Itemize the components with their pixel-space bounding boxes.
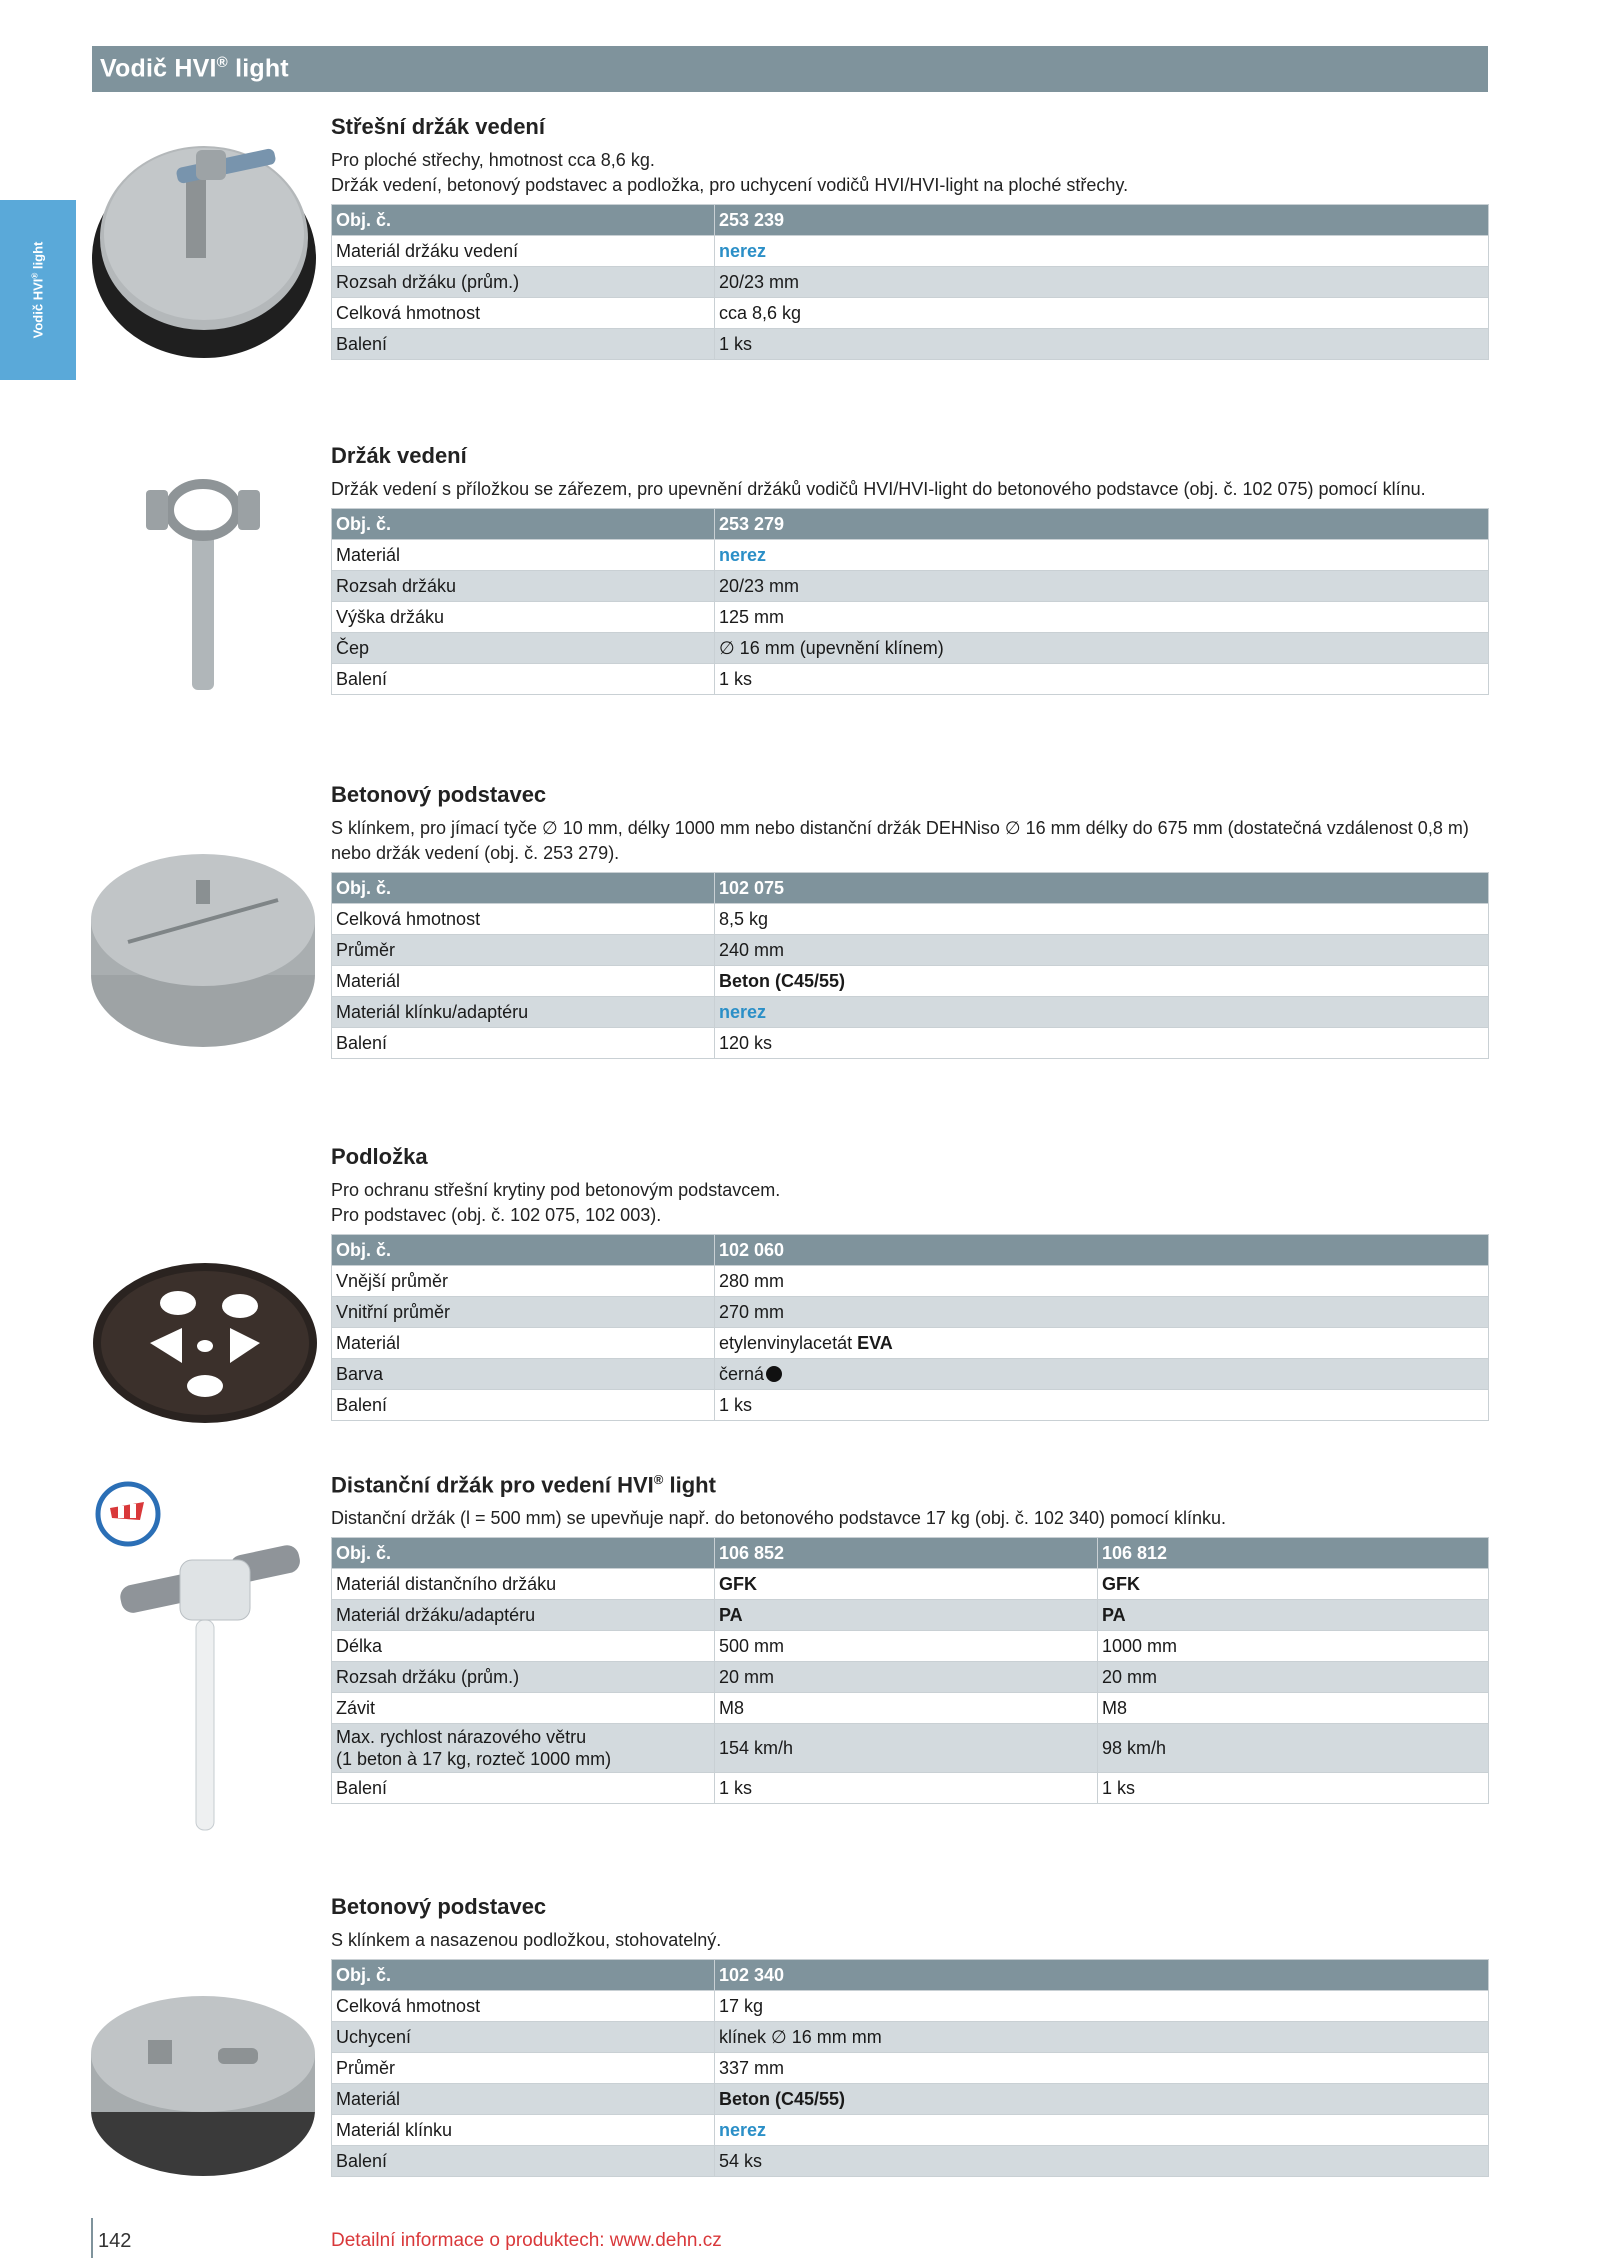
table-cell: 106 852 <box>715 1538 1098 1569</box>
table-row <box>332 1693 1489 1724</box>
footer-divider <box>91 2218 93 2258</box>
table-cell: 253 239 <box>715 205 1489 236</box>
table-cell: Vnější průměr <box>332 1266 715 1297</box>
table-row <box>332 1028 1489 1059</box>
table-cell: PA <box>1098 1600 1489 1631</box>
table-row <box>332 2115 1489 2146</box>
table-cell: Balení <box>332 1028 715 1059</box>
wind-sock-icon <box>88 1478 168 1548</box>
table-row <box>332 2084 1489 2115</box>
table-cell: Balení <box>332 2146 715 2177</box>
table-cell: Obj. č. <box>332 1538 715 1569</box>
section-title: Distanční držák pro vedení HVI® light <box>331 1472 716 1498</box>
spec-table <box>331 204 1489 360</box>
pad-image <box>90 1258 320 1428</box>
table-cell: 120 ks <box>715 1028 1489 1059</box>
section-desc: Pro ploché střechy, hmotnost cca 8,6 kg. Držák vedení, betonový podstavec a podložka, pro uchycení vodičů HVI/HVI-light na ploché střechy. <box>331 150 1129 195</box>
table-row <box>332 1631 1489 1662</box>
table-row <box>332 633 1489 664</box>
side-tab[interactable] <box>0 200 76 380</box>
table-cell: Max. rychlost nárazového větru (1 beton à 17 kg, rozteč 1000 mm) <box>332 1724 715 1773</box>
table-cell: Materiál <box>332 540 715 571</box>
table-row <box>332 966 1489 997</box>
table-row <box>332 1297 1489 1328</box>
table-cell: Beton (C45/55) <box>715 966 1489 997</box>
stackable-base-image <box>88 1990 318 2180</box>
table-cell: 102 060 <box>715 1235 1489 1266</box>
table-cell: Materiál <box>332 966 715 997</box>
table-row <box>332 1328 1489 1359</box>
table-cell: Obj. č. <box>332 1960 715 1991</box>
table-cell: GFK <box>1098 1569 1489 1600</box>
table-row <box>332 1569 1489 1600</box>
distance-holder-image <box>110 1540 310 1840</box>
table-cell: 1000 mm <box>1098 1631 1489 1662</box>
table-cell: Vnitřní průměr <box>332 1297 715 1328</box>
table-row <box>332 509 1489 540</box>
table-cell: Balení <box>332 329 715 360</box>
table-row <box>332 1773 1489 1804</box>
table-cell: 500 mm <box>715 1631 1098 1662</box>
table-cell: 98 km/h <box>1098 1724 1489 1773</box>
table-row <box>332 1600 1489 1631</box>
table-cell: černá <box>715 1359 1489 1390</box>
table-cell: 1 ks <box>715 329 1489 360</box>
table-row <box>332 1266 1489 1297</box>
section-title: Držák vedení <box>331 443 467 468</box>
section-distance-holder <box>331 1472 1489 1804</box>
table-cell: Balení <box>332 1390 715 1421</box>
table-cell: Celková hmotnost <box>332 298 715 329</box>
header-bar <box>92 46 1488 92</box>
table-cell: Materiál distančního držáku <box>332 1569 715 1600</box>
table-row <box>332 540 1489 571</box>
table-cell: 240 mm <box>715 935 1489 966</box>
roof-holder-image <box>86 128 322 364</box>
section-title: Střešní držák vedení <box>331 114 545 139</box>
black-dot-icon <box>766 1366 782 1382</box>
spec-table <box>331 872 1489 1059</box>
table-cell: Výška držáku <box>332 602 715 633</box>
table-cell: Balení <box>332 664 715 695</box>
table-cell: nerez <box>715 997 1489 1028</box>
table-cell: nerez <box>715 236 1489 267</box>
table-cell: nerez <box>715 2115 1489 2146</box>
table-cell: Barva <box>332 1359 715 1390</box>
table-cell: 280 mm <box>715 1266 1489 1297</box>
table-cell: Materiál klínku/adaptéru <box>332 997 715 1028</box>
table-cell: Průměr <box>332 2053 715 2084</box>
table-cell: Průměr <box>332 935 715 966</box>
table-row <box>332 664 1489 695</box>
table-row <box>332 1235 1489 1266</box>
table-cell: 253 279 <box>715 509 1489 540</box>
table-row <box>332 1390 1489 1421</box>
table-cell: Uchycení <box>332 2022 715 2053</box>
table-cell: M8 <box>1098 1693 1489 1724</box>
table-row <box>332 267 1489 298</box>
table-cell: GFK <box>715 1569 1098 1600</box>
spec-table <box>331 1234 1489 1421</box>
spec-table <box>331 1959 1489 2177</box>
table-cell: Délka <box>332 1631 715 1662</box>
table-cell: Obj. č. <box>332 1235 715 1266</box>
table-cell: Celková hmotnost <box>332 904 715 935</box>
table-cell: Obj. č. <box>332 509 715 540</box>
table-cell: Materiál držáku vedení <box>332 236 715 267</box>
table-row <box>332 205 1489 236</box>
section-desc: S klínkem a nasazenou podložkou, stohovatelný. <box>331 1930 722 1950</box>
table-cell: Beton (C45/55) <box>715 2084 1489 2115</box>
table-cell: 1 ks <box>715 664 1489 695</box>
footer-link[interactable]: Detailní informace o produktech: www.dehn.cz <box>331 2230 722 2251</box>
section-title: Betonový podstavec <box>331 782 547 807</box>
table-cell: nerez <box>715 540 1489 571</box>
section-concrete-base <box>331 782 1489 1059</box>
table-cell: Balení <box>332 1773 715 1804</box>
line-holder-image <box>140 470 270 700</box>
table-row <box>332 2022 1489 2053</box>
section-title: Betonový podstavec <box>331 1894 547 1919</box>
table-cell: 1 ks <box>1098 1773 1489 1804</box>
table-cell: M8 <box>715 1693 1098 1724</box>
table-cell: 1 ks <box>715 1773 1098 1804</box>
table-cell: Celková hmotnost <box>332 1991 715 2022</box>
page-number: 142 <box>98 2230 132 2252</box>
table-cell: Materiál klínku <box>332 2115 715 2146</box>
table-row <box>332 904 1489 935</box>
table-row <box>332 236 1489 267</box>
table-row <box>332 1359 1489 1390</box>
table-cell: 106 812 <box>1098 1538 1489 1569</box>
table-cell: 54 ks <box>715 2146 1489 2177</box>
section-pad <box>331 1144 1489 1421</box>
table-cell: 20 mm <box>715 1662 1098 1693</box>
table-cell: etylenvinylacetát EVA <box>715 1328 1489 1359</box>
table-row <box>332 329 1489 360</box>
table-cell: 17 kg <box>715 1991 1489 2022</box>
table-row <box>332 935 1489 966</box>
section-desc: Pro ochranu střešní krytiny pod betonovým podstavcem. Pro podstavec (obj. č. 102 075, 102 003). <box>331 1180 781 1225</box>
table-cell: cca 8,6 kg <box>715 298 1489 329</box>
spec-table <box>331 508 1489 695</box>
table-cell: Obj. č. <box>332 205 715 236</box>
table-cell: Čep <box>332 633 715 664</box>
table-row <box>332 571 1489 602</box>
table-cell: PA <box>715 1600 1098 1631</box>
table-cell: Rozsah držáku <box>332 571 715 602</box>
table-cell: 270 mm <box>715 1297 1489 1328</box>
table-row <box>332 1724 1489 1773</box>
table-cell: 337 mm <box>715 2053 1489 2084</box>
table-row <box>332 2146 1489 2177</box>
section-stackable-base <box>331 1894 1489 2177</box>
table-row <box>332 1538 1489 1569</box>
table-row <box>332 1960 1489 1991</box>
table-cell: Materiál držáku/adaptéru <box>332 1600 715 1631</box>
spec-table <box>331 1537 1489 1804</box>
table-row <box>332 873 1489 904</box>
concrete-base-image <box>88 850 318 1050</box>
table-row <box>332 602 1489 633</box>
table-cell: Rozsah držáku (prům.) <box>332 1662 715 1693</box>
table-row <box>332 298 1489 329</box>
table-cell: 20/23 mm <box>715 571 1489 602</box>
table-cell: Rozsah držáku (prům.) <box>332 267 715 298</box>
table-cell: ∅ 16 mm (upevnění klínem) <box>715 633 1489 664</box>
table-row <box>332 2053 1489 2084</box>
table-cell: 102 075 <box>715 873 1489 904</box>
section-roof-holder <box>331 114 1489 360</box>
table-cell: 125 mm <box>715 602 1489 633</box>
table-row <box>332 1991 1489 2022</box>
table-cell: Materiál <box>332 2084 715 2115</box>
section-desc: S klínkem, pro jímací tyče ∅ 10 mm, délky 1000 mm nebo distanční držák DEHNiso ∅ 16 mm délky do 675 mm (dostatečná vzdálenost 0,8 m) nebo držák vedení (obj. č. 253 279). <box>331 818 1469 863</box>
section-title: Podložka <box>331 1144 428 1169</box>
table-cell: 20 mm <box>1098 1662 1489 1693</box>
table-row <box>332 997 1489 1028</box>
table-cell: klínek ∅ 16 mm mm <box>715 2022 1489 2053</box>
table-cell: 20/23 mm <box>715 267 1489 298</box>
page-title: Vodič HVI® light <box>100 54 289 83</box>
table-cell: 8,5 kg <box>715 904 1489 935</box>
table-cell: 102 340 <box>715 1960 1489 1991</box>
section-desc: Držák vedení s příložkou se zářezem, pro upevnění držáků vodičů HVI/HVI-light do betonového podstavce (obj. č. 102 075) pomocí klínu. <box>331 479 1426 499</box>
table-cell: 154 km/h <box>715 1724 1098 1773</box>
table-cell: Materiál <box>332 1328 715 1359</box>
table-cell: 1 ks <box>715 1390 1489 1421</box>
table-cell: Závit <box>332 1693 715 1724</box>
section-line-holder <box>331 443 1489 695</box>
side-tab-label: Vodič HVI® light <box>30 241 46 339</box>
table-cell: Obj. č. <box>332 873 715 904</box>
section-desc: Distanční držák (l = 500 mm) se upevňuje např. do betonového podstavce 17 kg (obj. č. 102 340) pomocí klínku. <box>331 1508 1227 1529</box>
table-row <box>332 1662 1489 1693</box>
